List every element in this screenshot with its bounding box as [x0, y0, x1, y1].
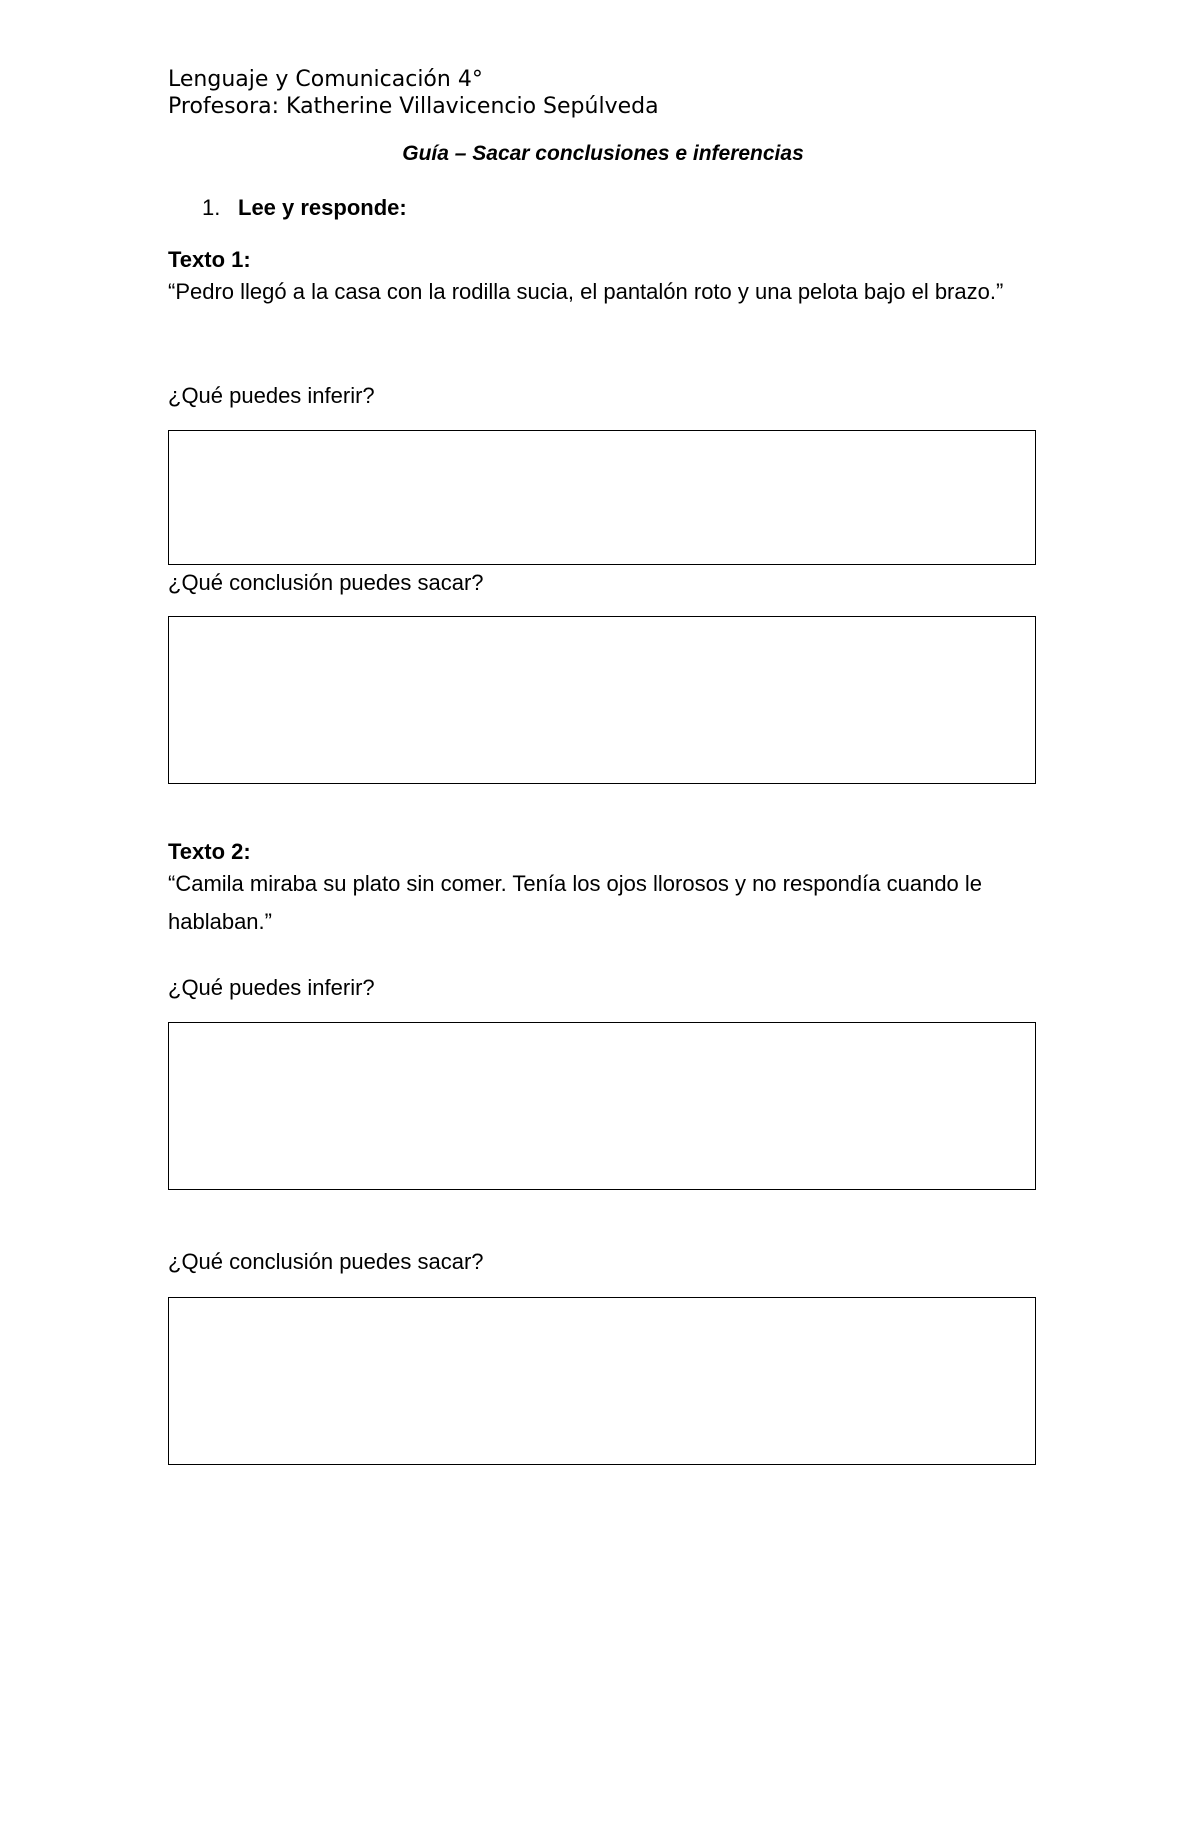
instruction-text: Lee y responde:: [238, 195, 407, 220]
instruction-item: [168, 194, 407, 222]
text-1-question-conclude: ¿Qué conclusión puedes sacar?: [168, 570, 484, 595]
subject-header: Lenguaje y Comunicación 4°: [168, 67, 483, 92]
text-2-infer-answer-box[interactable]: [168, 1022, 1036, 1190]
text-1-conclude-answer-box[interactable]: [168, 616, 1036, 784]
text-2-question-infer: ¿Qué puedes inferir?: [168, 975, 375, 1000]
text-1-quote: “Pedro llegó a la casa con la rodilla sucia, el pantalón roto y una pelota bajo el brazo.”: [168, 279, 1004, 304]
worksheet-title: Guía – Sacar conclusiones e inferencias: [402, 142, 804, 165]
text-2-question-conclude: ¿Qué conclusión puedes sacar?: [168, 1249, 484, 1274]
text-2-heading: Texto 2:: [168, 839, 251, 864]
teacher-header: Profesora: Katherine Villavicencio Sepúlveda: [168, 94, 659, 119]
text-1-heading: Texto 1:: [168, 247, 251, 272]
text-2-quote: “Camila miraba su plato sin comer. Tenía los ojos llorosos y no respondía cuando le hablaban.”: [168, 871, 983, 934]
text-1-infer-answer-box[interactable]: [168, 430, 1036, 565]
text-1-question-infer: ¿Qué puedes inferir?: [168, 383, 375, 408]
text-2-conclude-answer-box[interactable]: [168, 1297, 1036, 1465]
instruction-number: 1.: [202, 195, 221, 220]
